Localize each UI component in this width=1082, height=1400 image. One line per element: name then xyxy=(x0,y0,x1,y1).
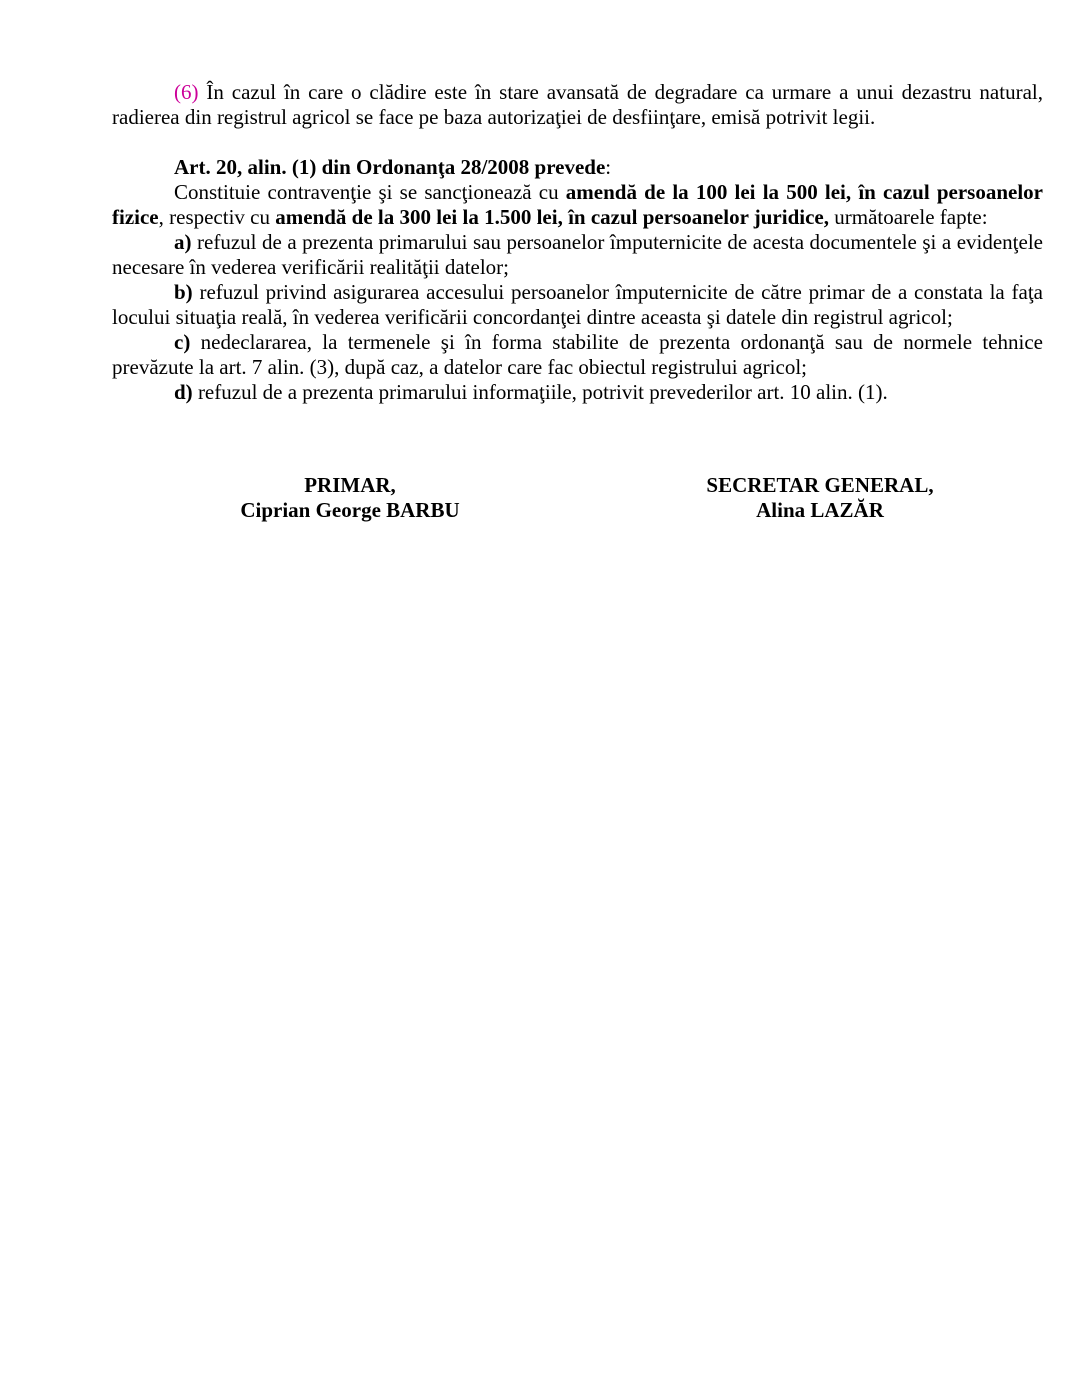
text-run: refuzul de a prezenta primarului sau persoanelor împuternicite de acesta documentele şi a evidenţele necesare în vederea verificării realităţii datelor; xyxy=(112,230,1043,279)
art20-intro xyxy=(112,180,1043,230)
contravention-item-b xyxy=(112,280,1043,330)
text-run: : xyxy=(605,155,612,179)
signature-title-secretar: SECRETAR GENERAL, xyxy=(706,473,934,497)
text-run: refuzul de a prezenta primarului informaţiile, potrivit prevederilor art. 10 alin. (1). xyxy=(192,380,888,404)
signature-block-secretar xyxy=(650,473,990,523)
document-body xyxy=(112,80,1043,405)
signature-name-primar: Ciprian George BARBU xyxy=(240,498,460,522)
text-run: c) xyxy=(174,330,191,354)
text-run: (6) xyxy=(174,80,199,104)
text-run: Art. 20, alin. (1) din Ordonanţa 28/2008 prevede xyxy=(174,155,606,179)
contravention-item-a xyxy=(112,230,1043,280)
text-run: , respectiv cu xyxy=(158,205,276,229)
text-run: următoarele fapte: xyxy=(829,205,988,229)
signature-title-primar: PRIMAR, xyxy=(304,473,396,497)
text-run: nedeclararea, la termenele şi în forma stabilite de prezenta ordonanţă sau de normele tehnice prevăzute la art. 7 alin. (3), după caz, a datelor care fac obiectul registrului agricol; xyxy=(112,330,1043,379)
contravention-item-c xyxy=(112,330,1043,380)
text-run: amendă de la 100 lei la 500 lei, în cazul persoanelor fizice xyxy=(112,180,1043,229)
text-run: a) xyxy=(174,230,192,254)
text-run: d) xyxy=(174,380,193,404)
art20-heading xyxy=(112,155,1043,180)
text-run: refuzul privind asigurarea accesului persoanelor împuternicite de către primar de a constata la faţa locului situaţia reală, în vederea verificării concordanţei dintre aceasta şi datele din registrul agricol; xyxy=(112,280,1043,329)
text-run: b) xyxy=(174,280,193,304)
contravention-item-d xyxy=(112,380,1043,405)
text-run: amendă de la 300 lei la 1.500 lei, în cazul persoanelor juridice, xyxy=(275,205,829,229)
signature-name-secretar: Alina LAZĂR xyxy=(756,498,884,522)
signature-row xyxy=(0,473,1082,529)
text-run: Constituie contravenţie şi se sancţionează cu xyxy=(174,180,566,204)
paragraph-6 xyxy=(112,80,1043,130)
text-run: În cazul în care o clădire este în stare avansată de degradare ca urmare a unui dezastru natural, radierea din registrul agricol se face pe baza autorizaţiei de desfiinţare, emisă potrivit legii. xyxy=(112,80,1043,129)
signature-block-primar xyxy=(200,473,500,523)
